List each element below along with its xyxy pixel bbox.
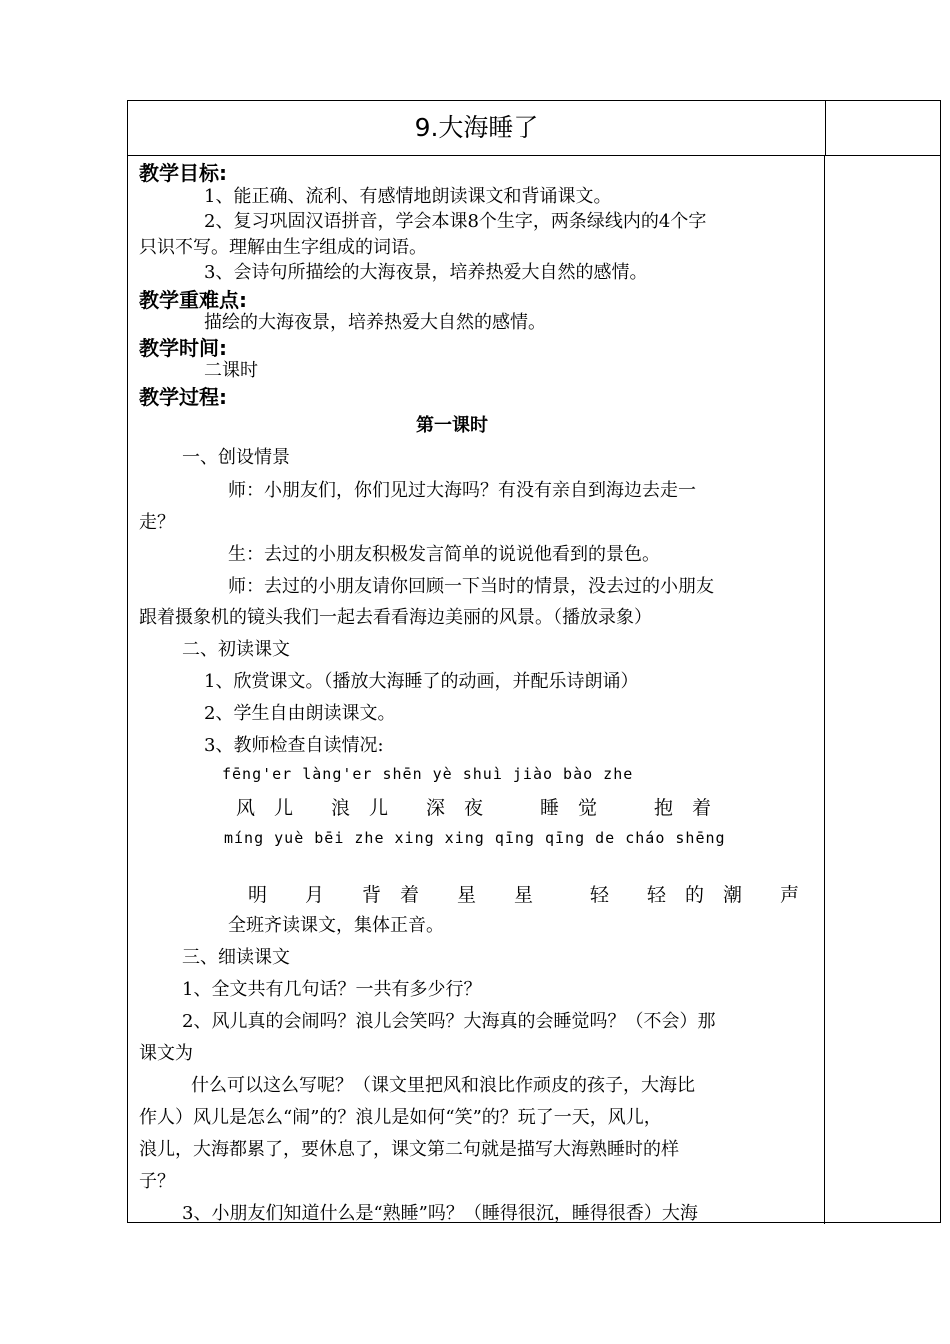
text-line: 第一课时 — [416, 415, 488, 436]
text-line: 1、欣赏课文。（播放大海睡了的动画，并配乐诗朗诵） — [204, 671, 639, 692]
text-line: 3、会诗句所描绘的大海夜景，培养热爱大自然的感情。 — [204, 262, 648, 283]
column-divider — [825, 101, 826, 155]
text-line: 2、复习巩固汉语拼音，学会本课8个生字，两条绿线内的4个字 — [204, 211, 707, 232]
text-line: 作人）风儿是怎么“闹”的？浪儿是如何“笑”的？玩了一天，风儿， — [139, 1107, 662, 1128]
text-line: 描绘的大海夜景，培养热爱大自然的感情。 — [204, 312, 546, 333]
text-line: 生：去过的小朋友积极发言简单的说说他看到的景色。 — [228, 544, 660, 565]
text-line: 2、学生自由朗读课文。 — [204, 703, 396, 724]
text-line: 3、小朋友们知道什么是“熟睡”吗？（睡得很沉，睡得很香）大海 — [182, 1203, 698, 1222]
text-line: 1、全文共有几句话？一共有多少行？ — [182, 979, 482, 1000]
text-line: 一、创设情景 — [182, 447, 290, 468]
text-line: 全班齐读课文，集体正音。 — [228, 915, 444, 936]
text-line: 课文为 — [139, 1043, 193, 1064]
text-line: 跟着摄象机的镜头我们一起去看看海边美丽的风景。（播放录象） — [139, 607, 652, 628]
section-heading: 教学时间: — [139, 336, 227, 360]
section-heading: 教学过程: — [139, 385, 227, 409]
text-line: 3、教师检查自读情况: — [204, 735, 384, 756]
lesson-content — [136, 154, 816, 1222]
pinyin-line: fēng'er làng'er shēn yè shuì jiào bào zhe — [222, 765, 634, 783]
text-line: 1、能正确、流利、有感情地朗读课文和背诵课文。 — [204, 186, 612, 207]
text-line: 师：小朋友们，你们见过大海吗？有没有亲自到海边去走一 — [228, 480, 696, 501]
text-line: 只识不写。理解由生字组成的词语。 — [139, 237, 427, 258]
text-line: 风 儿 浪 儿 深 夜 睡 觉 抱 着 — [236, 797, 712, 819]
text-line: 子？ — [139, 1171, 175, 1192]
lesson-plan-table — [127, 100, 941, 1223]
text-line: 二课时 — [204, 360, 258, 381]
text-line: 浪儿，大海都累了，要休息了，课文第二句就是描写大海熟睡时的样 — [139, 1139, 679, 1160]
text-line: 师：去过的小朋友请你回顾一下当时的情景，没去过的小朋友 — [228, 576, 714, 597]
text-line: 什么可以这么写呢？（课文里把风和浪比作顽皮的孩子，大海比 — [191, 1075, 695, 1096]
text-line: 三、细读课文 — [182, 947, 290, 968]
text-line: 2、风儿真的会闹吗？浪儿会笑吗？大海真的会睡觉吗？（不会）那 — [182, 1011, 716, 1032]
column-divider — [824, 155, 825, 1224]
text-line: 二、初读课文 — [182, 639, 290, 660]
page-title: 9.大海睡了 — [414, 113, 539, 142]
text-line: 明 月 背 着 星 星 轻 轻 的 潮 声 — [248, 884, 800, 906]
section-heading: 教学重难点: — [139, 288, 247, 312]
text-line: 走？ — [139, 512, 175, 533]
section-heading: 教学目标: — [139, 161, 227, 185]
pinyin-line: míng yuè bēi zhe xing xing qīng qīng de cháo shēng — [224, 829, 726, 847]
